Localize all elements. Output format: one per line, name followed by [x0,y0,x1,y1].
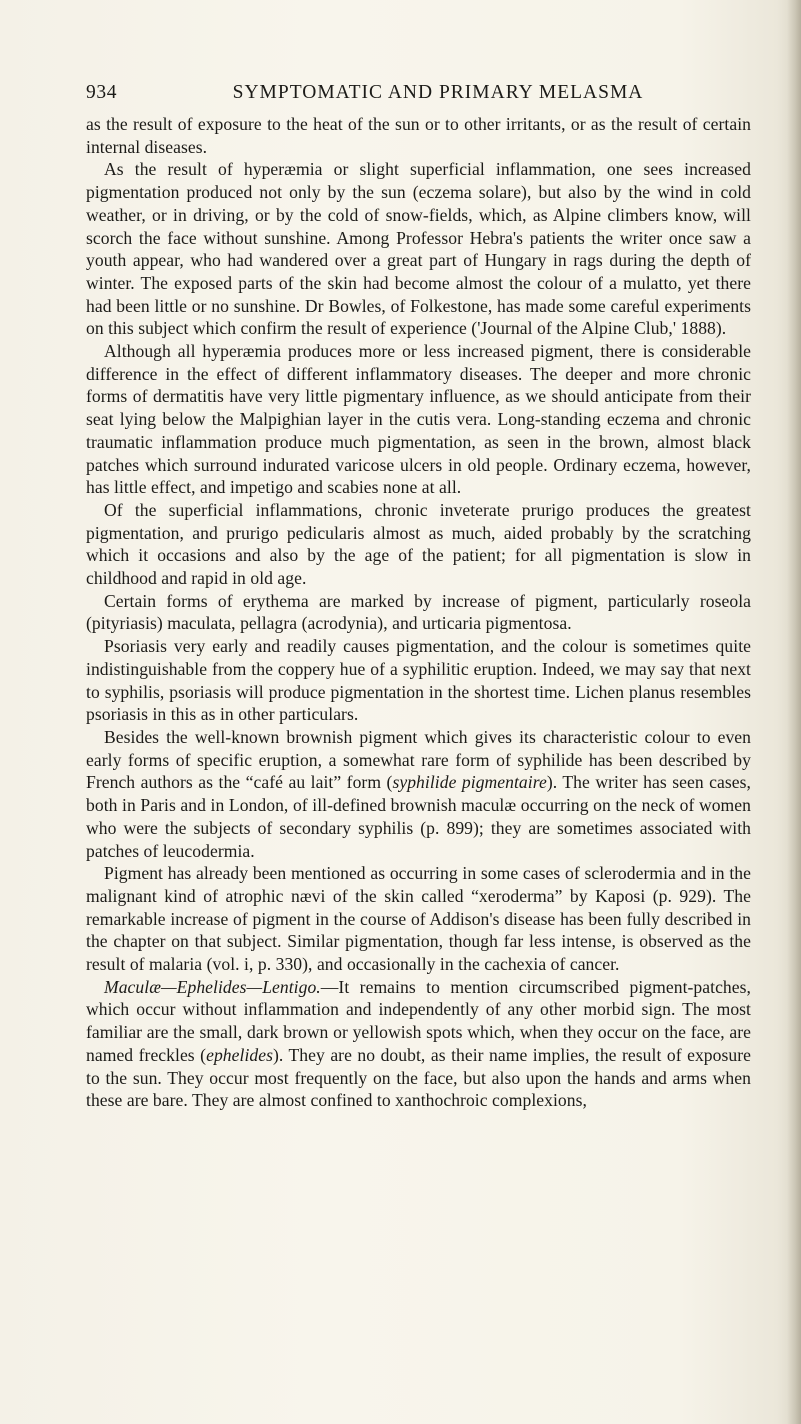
text-run: —It remains to mention circumscribed pigment-patches, which occur without inflammation and independently of any other morbid sign. The most familiar are the small, dark brown or yellowish spots which, when they occur on the face, are named freckles ( [86,976,751,1065]
paragraph: as the result of exposure to the heat of the sun or to other irritants, or as the result of certain internal diseases. [86,114,751,157]
body-text [86,113,751,1112]
running-head: SYMPTOMATIC AND PRIMARY MELASMA [232,82,644,103]
paragraph: Pigment has already been mentioned as occurring in some cases of sclerodermia and in the malignant kind of atrophic nævi of the skin called “xeroderma” by Kaposi (p. 929). The remarkable increase of pigment in the course of Addison's disease has been fully described in the chapter on that subject. Similar pigmentation, though far less intense, is observed as the result of malaria (vol. i, p. 330), and occasionally in the cachexia of cancer. [86,863,751,975]
paragraph [86,726,751,862]
paragraph [86,976,751,1112]
paragraph: Psoriasis very early and readily causes pigmentation, and the colour is sometimes quite indistinguishable from the coppery hue of a syphilitic eruption. Indeed, we may say that next to syphilis, psoriasis will produce pigmentation in the shortest time. Lichen planus resembles psoriasis in this as in other particulars. [86,636,751,725]
italic-term: syphilide pigmentaire [392,772,547,793]
section-heading: Maculæ—Ephelides—Lentigo. [104,976,321,997]
page-number: 934 [86,82,118,103]
page-edge-shadow [787,0,801,1424]
text-run: ). They are no doubt, as their name implies, the result of exposure to the sun. They occur most frequently on the face, but also upon the hands and arms when these are bare. They are almost confined to xanthochroic complexions, [86,1044,752,1111]
text-run: ). The writer has seen cases, both in Paris and in London, of ill-defined brownish maculæ occurring on the neck of women who were the subjects of secondary syphilis (p. 899); they are sometimes associated with patches of leucodermia. [86,772,751,861]
page-header [86,82,750,112]
paragraph: As the result of hyperæmia or slight superficial inflammation, one sees increased pigmentation produced not only by the sun (eczema solare), but also by the wind in cold weather, or in driving, or by the cold of snow-fields, which, as Alpine climbers know, will scorch the face without sunshine. Among Professor Hebra's patients the writer once saw a youth appear, who had wandered over a great part of Hungary in rags during the depth of winter. The exposed parts of the skin had become almost the colour of a mulatto, yet there had been little or no sunshine. Dr Bowles, of Folkestone, has made some careful experiments on this subject which confirm the result of experience ('Journal of the Alpine Club,' 1888). [86,159,751,339]
italic-term: ephelides [206,1044,273,1065]
text-run: Besides the well-known brownish pigment which gives its characteristic colour to even early forms of specific eruption, a somewhat rare form of syphilide has been described by French authors as the “café au lait” form ( [86,726,751,793]
paragraph: Of the superficial inflammations, chronic inveterate prurigo produces the greatest pigmentation, and prurigo pedicularis almost as much, aided probably by the scratching which it occasions and also by the age of the patient; for all pigmentation is slow in childhood and rapid in old age. [86,499,751,589]
paragraph: Although all hyperæmia produces more or less increased pigment, there is considerable difference in the effect of different inflammatory diseases. The deeper and more chronic forms of dermatitis have very little pigmentary influence, as we should anticipate from their seat lying below the Malpighian layer in the cutis vera. Long-standing eczema and chronic traumatic inflammation produce much pigmentation, as seen in the brown, almost black patches which surround indurated varicose ulcers in old people. Ordinary eczema, however, has little effect, and impetigo and scabies none at all. [86,341,751,498]
paragraph: Certain forms of erythema are marked by increase of pigment, particularly roseola (pityriasis) maculata, pellagra (acrodynia), and urticaria pigmentosa. [86,590,751,634]
